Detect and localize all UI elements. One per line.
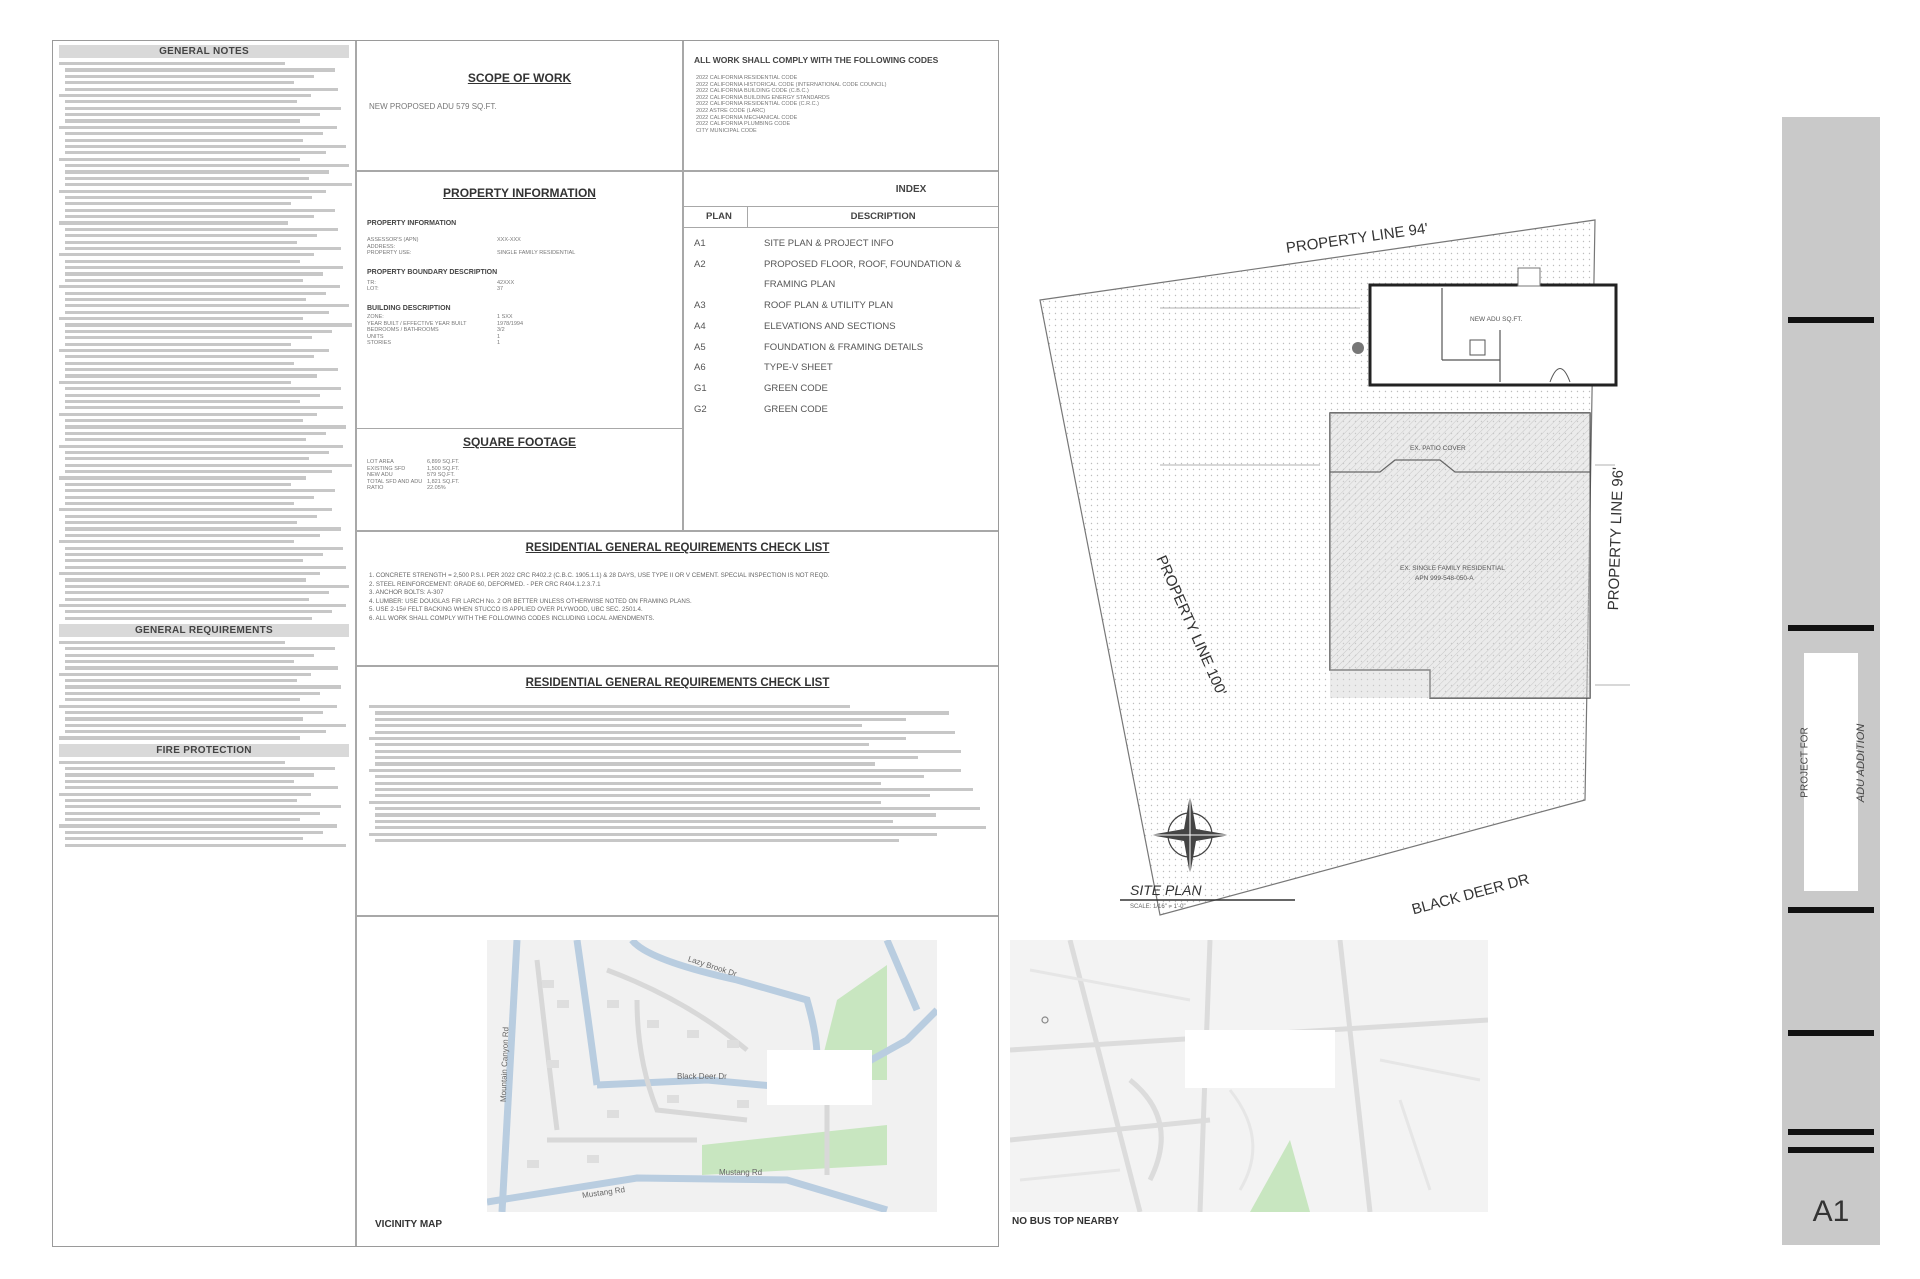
- info-row: [367, 286, 682, 293]
- index-rows: [684, 234, 998, 420]
- building-rows: [367, 314, 682, 347]
- text-line: [375, 711, 949, 714]
- square-footage-panel: [356, 429, 683, 531]
- text-line: [65, 711, 323, 714]
- index-description: GREEN CODE: [764, 382, 828, 394]
- text-line: [65, 145, 346, 148]
- info-key: LOT:: [367, 286, 379, 293]
- text-line: [59, 317, 303, 320]
- text-line: [59, 793, 311, 796]
- text-line: [65, 773, 314, 776]
- vicinity-street-label: Black Deer Dr: [677, 1072, 727, 1081]
- text-line: [375, 788, 973, 791]
- text-line: [65, 780, 294, 783]
- property-line-top-label: PROPERTY LINE 94': [1285, 220, 1430, 257]
- info-row: [367, 250, 682, 257]
- text-line: [65, 660, 294, 663]
- bus-title: NO BUS TOP NEARBY: [1012, 1216, 1119, 1227]
- text-line: [65, 666, 338, 669]
- text-line: [59, 253, 314, 256]
- general-requirements-title: GENERAL REQUIREMENTS: [59, 624, 349, 637]
- checklist1-panel: [356, 531, 998, 666]
- text-line: [59, 736, 300, 739]
- text-line: [65, 132, 323, 135]
- text-line: [65, 547, 343, 550]
- info-value: 3/2: [497, 327, 505, 334]
- text-line: [59, 381, 291, 384]
- info-key: YEAR BUILT / EFFECTIVE YEAR BUILT: [367, 320, 467, 327]
- info-value: SINGLE FAMILY RESIDENTIAL: [497, 250, 576, 257]
- text-line: [59, 641, 285, 644]
- text-line: [65, 521, 297, 524]
- checklist1-title: RESIDENTIAL GENERAL REQUIREMENTS CHECK LIST: [525, 542, 830, 554]
- property-subtitle: PROPERTY INFORMATION: [367, 220, 457, 227]
- info-value: XXX-XXX: [497, 237, 521, 243]
- info-value: 37: [497, 286, 504, 293]
- code-item: 2022 CALIFORNIA RESIDENTIAL CODE: [696, 75, 798, 81]
- text-line: [59, 126, 337, 129]
- checklist-item: 2. STEEL REINFORCEMENT: GRADE 60, DEFORMED. - PER CRC R404.1.2.3.7.1: [369, 580, 601, 588]
- text-line: [65, 578, 306, 581]
- text-line: [59, 705, 337, 708]
- index-description: GREEN CODE: [764, 403, 828, 415]
- text-line: [65, 457, 309, 460]
- text-line: [65, 717, 303, 720]
- text-line: [65, 489, 335, 492]
- text-line: [65, 496, 314, 499]
- vicinity-title: VICINITY MAP: [375, 1219, 443, 1230]
- text-line: [65, 786, 338, 789]
- info-value: 42XXX: [497, 279, 515, 286]
- info-row: [367, 485, 682, 492]
- text-line: [65, 425, 346, 428]
- text-line: [65, 75, 314, 78]
- text-line: [65, 679, 297, 682]
- index-row: [684, 338, 998, 359]
- info-row: [367, 237, 682, 244]
- text-line: [65, 451, 329, 454]
- vicinity-street-label: Mustang Rd: [719, 1168, 763, 1177]
- text-line: [375, 743, 869, 746]
- index-row: [684, 255, 998, 276]
- index-description: ROOF PLAN & UTILITY PLAN: [764, 300, 894, 312]
- scope-title: SCOPE OF WORK: [467, 71, 572, 85]
- index-row: [684, 317, 998, 338]
- text-line: [65, 177, 309, 180]
- code-item: 2022 CALIFORNIA HISTORICAL CODE (INTERNATIONAL CODE COUNCIL): [696, 81, 887, 88]
- info-key: NEW ADU: [367, 472, 393, 479]
- info-key: PROPERTY USE:: [367, 250, 412, 257]
- square-footage-title: SQUARE FOOTAGE: [462, 435, 577, 449]
- info-key: ZONE:: [367, 313, 384, 320]
- info-row: [367, 334, 682, 341]
- text-line: [65, 464, 352, 467]
- text-line: [65, 355, 314, 358]
- index-description: FRAMING PLAN: [764, 279, 836, 291]
- index-description: SITE PLAN & PROJECT INFO: [764, 238, 894, 249]
- text-line: [65, 234, 317, 237]
- text-line: [59, 221, 288, 224]
- text-line: [65, 585, 349, 588]
- text-line: [65, 394, 320, 397]
- sheet-number: A1: [1812, 1195, 1850, 1228]
- title-block-divider: [1788, 317, 1874, 323]
- info-value: 1 SXX: [497, 313, 513, 320]
- text-line: [65, 844, 346, 847]
- info-row: [367, 466, 682, 473]
- info-key: RATIO: [367, 485, 384, 492]
- property-rows: [367, 237, 682, 257]
- index-description: PROPOSED FLOOR, ROOF, FOUNDATION &: [764, 258, 962, 270]
- text-line: [65, 837, 303, 840]
- info-key: ADDRESS:: [367, 243, 396, 250]
- square-footage-rows: [367, 459, 682, 492]
- boundary-title: PROPERTY BOUNDARY DESCRIPTION: [367, 268, 498, 276]
- info-value: 1,500 SQ.FT.: [427, 465, 460, 472]
- text-line: [65, 617, 312, 620]
- text-line: [59, 508, 332, 511]
- text-line: [65, 502, 294, 505]
- text-line: [65, 400, 300, 403]
- index-plan: A5: [694, 341, 706, 353]
- text-line: [59, 190, 326, 193]
- text-line: [65, 432, 326, 435]
- index-row: [684, 275, 998, 296]
- project-name-label: ADU ADDITION: [1855, 723, 1868, 803]
- residence-label: EX. SINGLE FAMILY RESIDENTIAL: [1400, 565, 1505, 572]
- info-row: [367, 280, 682, 287]
- vicinity-street-label: Mustang Rd: [581, 1185, 626, 1200]
- property-line-right-label: PROPERTY LINE 96': [1605, 466, 1627, 611]
- text-line: [65, 534, 320, 537]
- property-title: PROPERTY INFORMATION: [443, 186, 596, 200]
- checklist-item: 1. CONCRETE STRENGTH = 2,500 P.S.I. PER 2022 CRC R402.2 (C.B.C. 1905.1.1) & 28 DAYS, USE TYPE II OR V CEMENT. SPECIAL INSPECTION IS NOT REQD.: [369, 572, 830, 579]
- text-line: [65, 368, 338, 371]
- text-line: [65, 610, 332, 613]
- text-line: [375, 750, 961, 753]
- checklist2-panel: [356, 666, 998, 916]
- index-plan: A1: [694, 238, 706, 249]
- text-line: [59, 62, 285, 65]
- text-line: [59, 761, 285, 764]
- text-line: [65, 88, 338, 91]
- text-line: [65, 202, 291, 205]
- text-line: [65, 483, 291, 486]
- text-line: [65, 374, 317, 377]
- text-line: [65, 598, 309, 601]
- title-block-divider: [1788, 1030, 1874, 1036]
- bus-map: [1010, 940, 1488, 1212]
- text-line: [59, 285, 340, 288]
- building-title: BUILDING DESCRIPTION: [367, 304, 451, 312]
- text-line: [65, 170, 329, 173]
- text-line: [65, 438, 306, 441]
- text-line: [65, 113, 320, 116]
- vicinity-map: [487, 940, 937, 1212]
- text-line: [65, 209, 335, 212]
- title-block-divider: [1788, 1129, 1874, 1135]
- text-line: [369, 737, 906, 740]
- text-line: [59, 158, 300, 161]
- title-block-divider: [1788, 625, 1874, 631]
- index-title: INDEX: [895, 184, 927, 195]
- info-value: 579 SQ.FT.: [427, 472, 455, 479]
- text-line: [65, 799, 297, 802]
- text-line: [375, 731, 955, 734]
- info-value: 6,899 SQ.FT.: [427, 459, 460, 465]
- text-line: [65, 818, 300, 821]
- text-line: [65, 304, 349, 307]
- text-line: [375, 794, 930, 797]
- text-line: [65, 298, 306, 301]
- text-line: [65, 183, 352, 186]
- info-key: STORIES: [367, 340, 392, 347]
- scope-panel: [356, 41, 683, 171]
- index-plan: G1: [694, 382, 707, 394]
- text-line: [65, 336, 312, 339]
- index-col-plan: PLAN: [684, 207, 748, 227]
- text-line: [59, 413, 317, 416]
- code-item: 2022 CALIFORNIA RESIDENTIAL CODE (C.R.C.): [696, 101, 819, 108]
- index-description: FOUNDATION & FRAMING DETAILS: [764, 341, 924, 353]
- text-line: [375, 807, 980, 810]
- text-line: [65, 292, 326, 295]
- text-line: [65, 406, 343, 409]
- project-name-box: [1804, 653, 1858, 891]
- property-line-left-label: PROPERTY LINE 100': [1152, 553, 1230, 699]
- patio-label: EX. PATIO COVER: [1410, 445, 1466, 452]
- text-line: [65, 196, 312, 199]
- general-requirements-text: [59, 641, 349, 740]
- title-block-divider: [1788, 907, 1874, 913]
- code-item: 2022 ASTRE CODE (LARC): [696, 107, 766, 114]
- index-panel: [683, 171, 998, 531]
- info-row: [367, 479, 682, 486]
- code-item: 2022 CALIFORNIA BUILDING ENERGY STANDARDS: [696, 94, 830, 101]
- text-line: [65, 241, 297, 244]
- text-line: [65, 805, 341, 808]
- index-plan: A4: [694, 320, 706, 332]
- site-plan: [1030, 210, 1630, 930]
- residence-apn: APN 999-548-050-A: [1415, 575, 1474, 582]
- checklist2-text: [369, 705, 986, 842]
- code-item: CITY MUNICIPAL CODE: [696, 127, 757, 134]
- text-line: [369, 705, 850, 708]
- text-line: [375, 762, 875, 765]
- text-line: [65, 387, 341, 390]
- info-row: [367, 321, 682, 328]
- site-plan-scale: SCALE: 1/16" = 1'-0": [1130, 904, 1186, 910]
- text-line: [65, 323, 352, 326]
- general-notes-panel: [53, 41, 356, 1246]
- info-value: 1: [497, 333, 501, 340]
- text-line: [65, 215, 314, 218]
- text-line: [375, 756, 918, 759]
- index-row: [684, 379, 998, 400]
- text-line: [65, 470, 332, 473]
- text-line: [65, 343, 291, 346]
- code-item: 2022 CALIFORNIA MECHANICAL CODE: [696, 114, 798, 121]
- text-line: [65, 247, 341, 250]
- info-row: [367, 314, 682, 321]
- general-notes-title: GENERAL NOTES: [59, 45, 349, 58]
- info-key: TOTAL SFD AND ADU: [367, 478, 423, 485]
- adu-label: NEW ADU SQ.FT.: [1470, 316, 1523, 323]
- text-line: [65, 100, 297, 103]
- fire-protection-title: FIRE PROTECTION: [59, 744, 349, 757]
- text-line: [375, 724, 862, 727]
- text-line: [65, 559, 303, 562]
- text-line: [65, 812, 320, 815]
- index-row: [684, 296, 998, 317]
- text-line: [65, 724, 346, 727]
- info-row: [367, 459, 682, 466]
- codes-panel: [683, 41, 998, 171]
- text-line: [65, 527, 341, 530]
- info-key: TR:: [367, 279, 376, 286]
- project-for-label: PROJECT FOR: [1799, 727, 1811, 798]
- index-col-description: DESCRIPTION: [850, 211, 916, 222]
- text-line: [65, 362, 294, 365]
- title-block: [1782, 117, 1880, 1245]
- text-line: [65, 698, 300, 701]
- text-line: [65, 767, 335, 770]
- info-value: 1: [497, 340, 501, 347]
- info-key: UNITS: [367, 333, 384, 340]
- codes-title: ALL WORK SHALL COMPLY WITH THE FOLLOWING CODES: [694, 55, 939, 65]
- text-line: [375, 813, 936, 816]
- text-line: [65, 685, 341, 688]
- index-plan: A3: [694, 300, 706, 312]
- index-description: TYPE-V SHEET: [764, 362, 833, 374]
- text-line: [65, 692, 320, 695]
- text-line: [369, 769, 961, 772]
- text-line: [65, 272, 323, 275]
- text-line: [369, 801, 881, 804]
- text-line: [65, 591, 329, 594]
- scope-text: NEW PROPOSED ADU 579 SQ.FT.: [369, 102, 497, 111]
- index-description: ELEVATIONS AND SECTIONS: [764, 320, 896, 332]
- index-plan: A2: [694, 258, 706, 270]
- street-label: BLACK DEER DR: [1410, 870, 1532, 919]
- text-line: [59, 673, 311, 676]
- general-notes-text: [59, 62, 349, 620]
- text-line: [59, 604, 346, 607]
- text-line: [65, 279, 303, 282]
- info-value: 1978/1994: [497, 320, 523, 327]
- info-row: [367, 472, 682, 479]
- info-row: [367, 327, 682, 334]
- info-value: 22.05%: [427, 485, 446, 492]
- text-line: [375, 775, 924, 778]
- info-value: 1,821 SQ.FT.: [427, 478, 460, 485]
- text-line: [65, 266, 343, 269]
- text-line: [65, 107, 341, 110]
- text-line: [65, 68, 335, 71]
- text-line: [65, 139, 303, 142]
- info-key: ASSESSOR'S (APN): [367, 237, 419, 243]
- checklist-item: 5. USE 2-15# FELT BACKING WHEN STUCCO IS APPLIED OVER PLYWOOD, UBC SEC. 2501.4.: [369, 606, 643, 614]
- site-plan-title: SITE PLAN: [1130, 882, 1202, 898]
- text-line: [59, 349, 329, 352]
- text-line: [65, 151, 326, 154]
- info-key: BEDROOMS / BATHROOMS: [367, 327, 439, 334]
- vicinity-street-label: Lazy Brook Dr: [686, 954, 738, 979]
- text-line: [65, 730, 326, 733]
- vicinity-street-label: Mountain Canyon Rd: [498, 1026, 511, 1103]
- text-line: [375, 820, 893, 823]
- info-row: [367, 340, 682, 347]
- property-panel: [356, 171, 683, 429]
- text-line: [59, 445, 343, 448]
- codes-list: [696, 75, 998, 134]
- text-line: [375, 782, 881, 785]
- index-row: [684, 358, 998, 379]
- checklist-item: 4. LUMBER: USE DOUGLAS FIR LARCH No. 2 OR BETTER UNLESS OTHERWISE NOTED ON FRAMING PLANS.: [369, 597, 692, 605]
- text-line: [65, 419, 303, 422]
- info-key: EXISTING SFD: [367, 465, 406, 472]
- text-line: [369, 833, 937, 836]
- title-block-divider: [1788, 1147, 1874, 1153]
- checklist2-title: RESIDENTIAL GENERAL REQUIREMENTS CHECK LIST: [525, 677, 830, 689]
- text-line: [65, 119, 300, 122]
- text-line: [65, 515, 317, 518]
- text-line: [65, 654, 314, 657]
- index-row: [684, 400, 998, 421]
- index-plan: G2: [694, 403, 707, 415]
- text-line: [59, 476, 306, 479]
- checklist1-items: [369, 572, 998, 624]
- info-key: LOT AREA: [367, 459, 394, 465]
- info-row: [367, 244, 682, 251]
- fire-protection-text: [59, 761, 349, 847]
- text-line: [65, 330, 332, 333]
- text-line: [65, 553, 323, 556]
- text-line: [65, 647, 335, 650]
- text-line: [59, 540, 294, 543]
- text-line: [375, 826, 986, 829]
- text-line: [65, 81, 294, 84]
- text-line: [65, 311, 329, 314]
- text-line: [65, 566, 346, 569]
- text-line: [59, 572, 320, 575]
- code-item: 2022 CALIFORNIA BUILDING CODE (C.B.C.): [696, 88, 809, 95]
- text-line: [59, 94, 311, 97]
- index-row: [684, 234, 998, 255]
- checklist-item: 6. ALL WORK SHALL COMPLY WITH THE FOLLOWING CODES INCLUDING LOCAL AMENDMENTS.: [369, 614, 655, 622]
- text-line: [65, 260, 300, 263]
- text-line: [65, 164, 349, 167]
- text-line: [375, 718, 906, 721]
- text-line: [59, 824, 337, 827]
- text-line: [375, 839, 899, 842]
- checklist-item: 3. ANCHOR BOLTS: A-307: [369, 589, 444, 597]
- text-line: [65, 228, 338, 231]
- boundary-rows: [367, 280, 682, 293]
- code-item: 2022 CALIFORNIA PLUMBING CODE: [696, 121, 791, 128]
- text-line: [65, 831, 323, 834]
- index-plan: A6: [694, 362, 706, 374]
